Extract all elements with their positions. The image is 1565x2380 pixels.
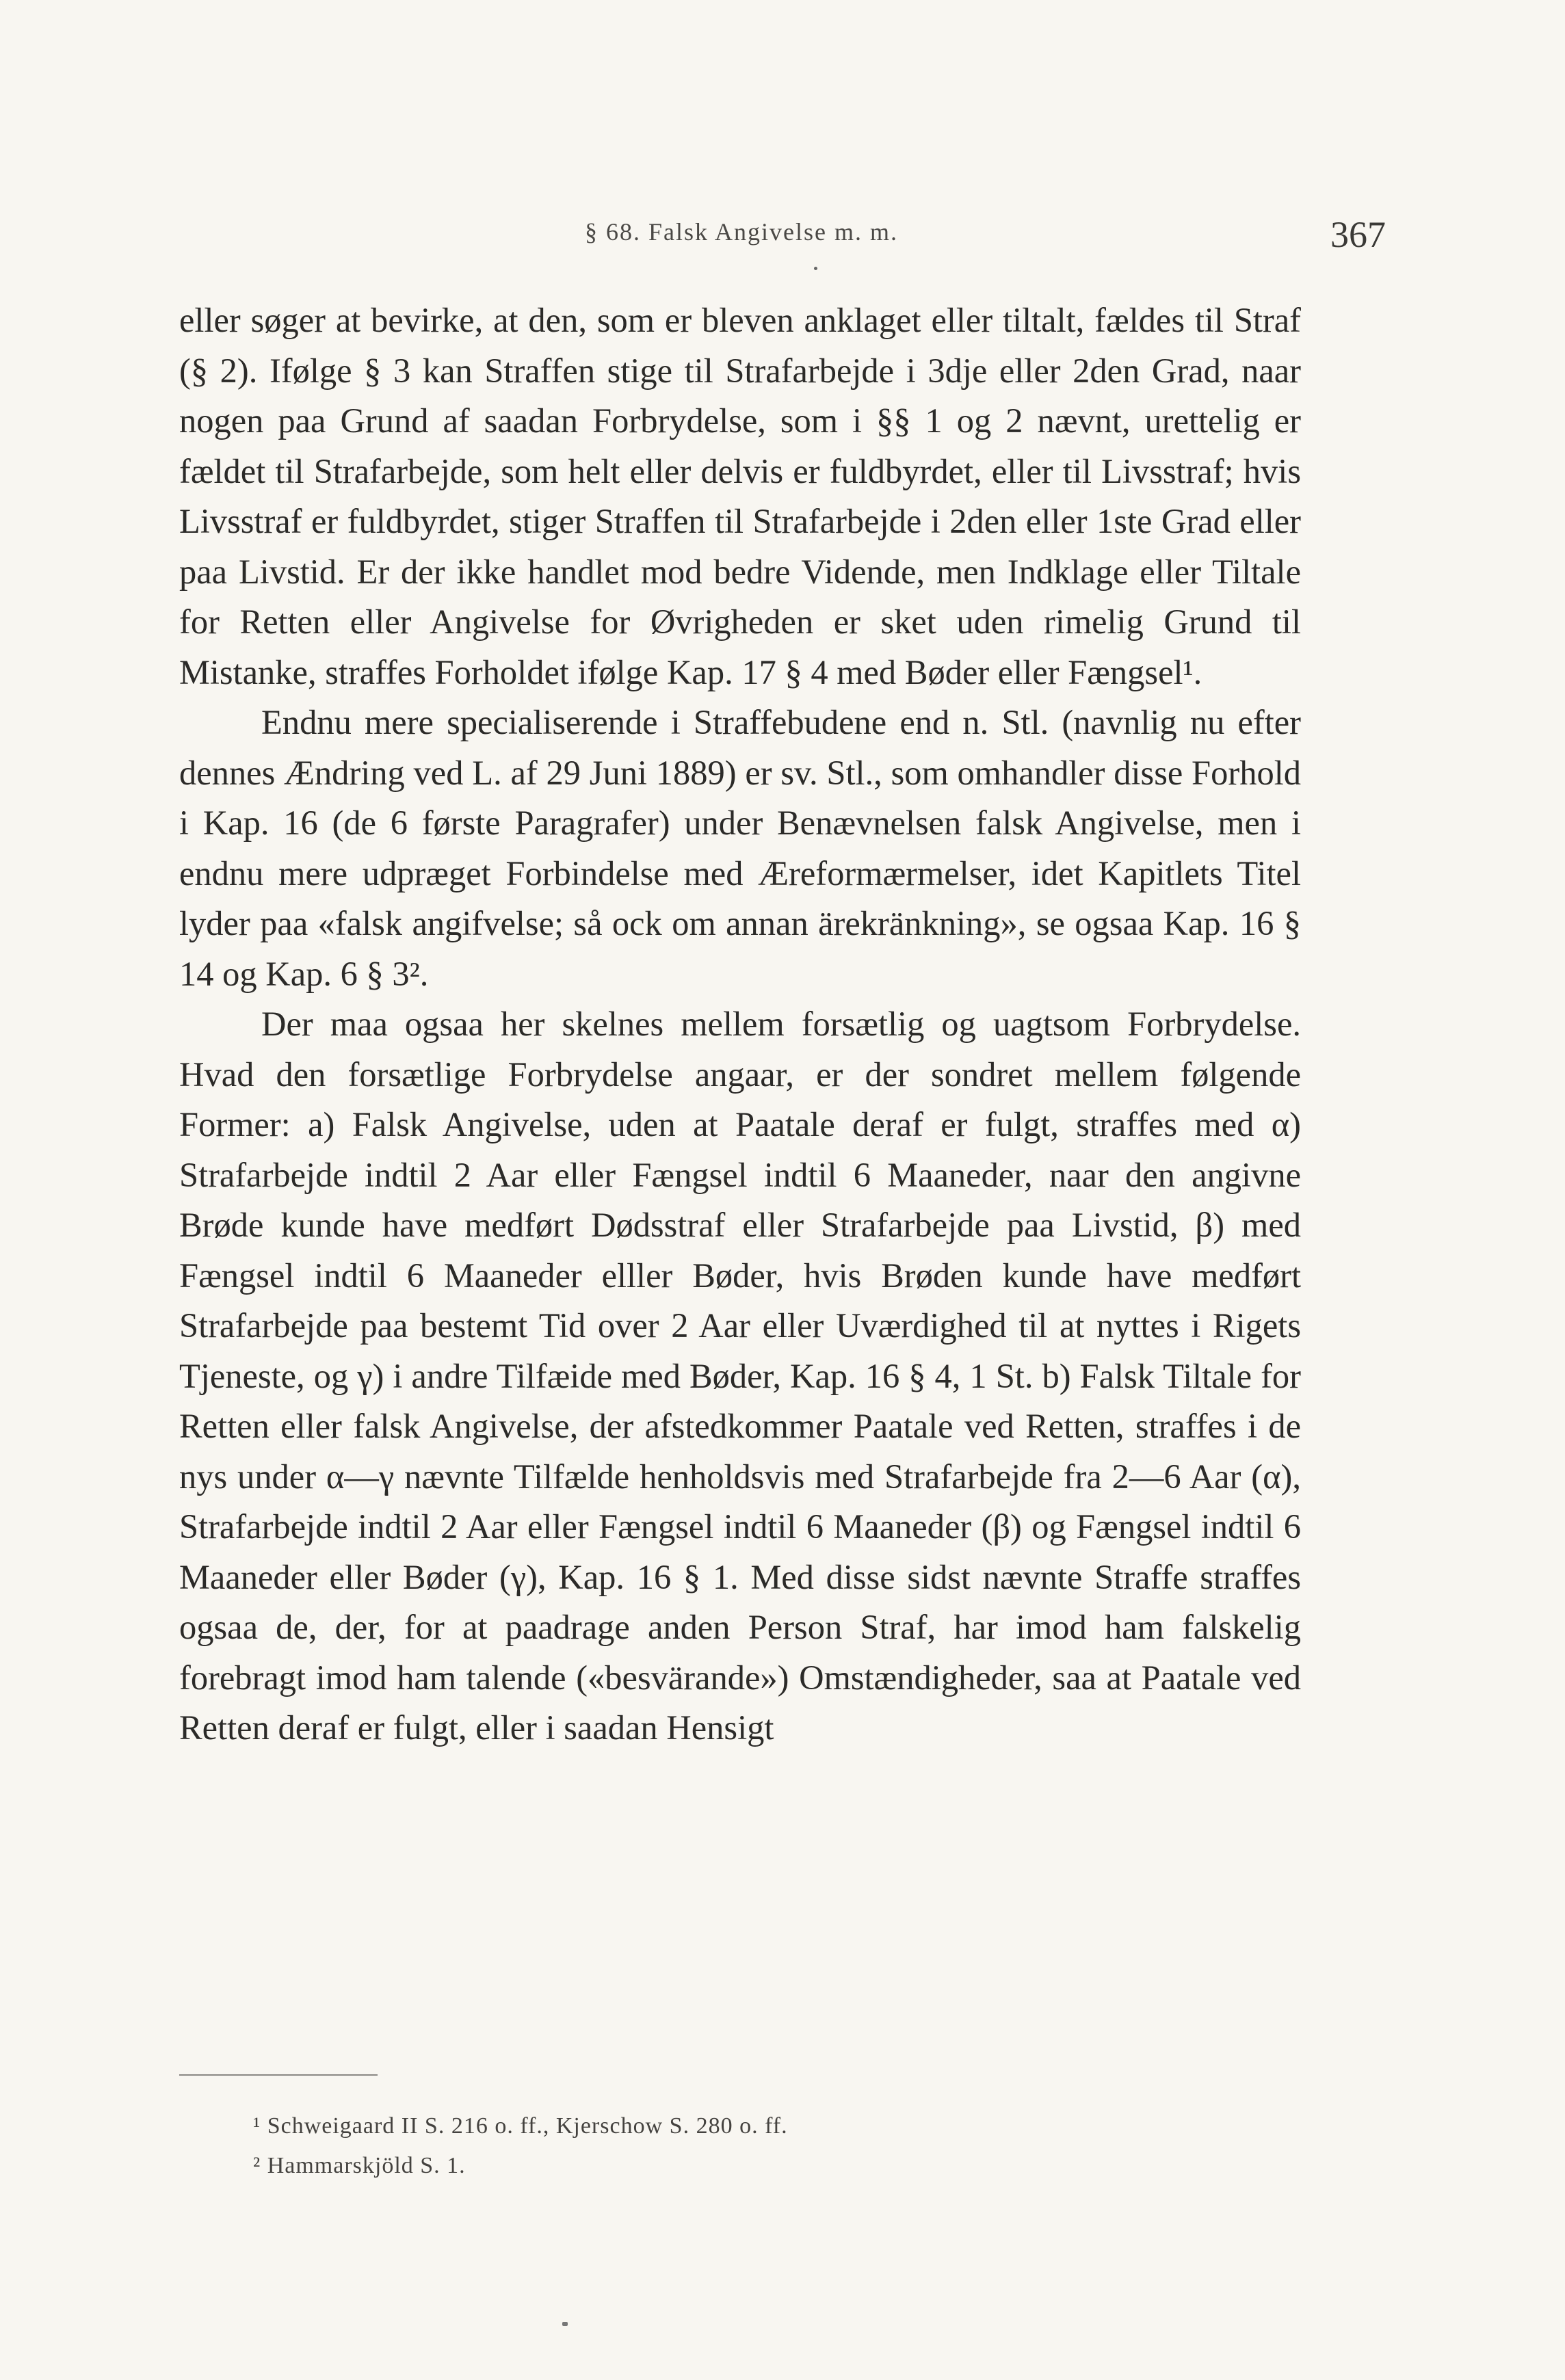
footnotes bbox=[253, 2106, 1142, 2186]
running-head: § 68. Falsk Angivelse m. m. bbox=[585, 218, 898, 246]
footnote-1: ¹ Schweigaard II S. 216 o. ff., Kjerschow S. 280 o. ff. bbox=[253, 2113, 788, 2139]
paragraph-2: Endnu mere specialiserende i Straffebudene end n. Stl. (navnlig nu efter dennes Ændring ved L. af 29 Juni 1889) er sv. Stl., som omhandler disse Forhold i Kap. 16 (de 6 første Paragrafer) under Benævnelsen falsk Angivelse, men i endnu mere udpræget Forbindelse med Æreformærmelser, idet Kapitlets Titel lyder paa «falsk angifvelse; så ock om annan ärekränkning», se ogsaa Kap. 16 § 14 og Kap. 6 § 3². bbox=[179, 703, 1301, 993]
print-mark bbox=[562, 2322, 568, 2326]
paragraph-1: eller søger at bevirke, at den, som er bleven anklaget eller tiltalt, fældes til Straf (§ 2). Ifølge § 3 kan Straffen stige til Strafarbejde i 3dje eller 2den Grad, naar nogen paa Grund af saadan Forbrydelse, som i §§ 1 og 2 nævnt, urettelig er fældet til Strafarbejde, som helt eller delvis er fuldbyrdet, eller til Livsstraf; hvis Livsstraf er fuldbyrdet, stiger Straffen til Strafarbejde i 2den eller 1ste Grad eller paa Livstid. Er der ikke handlet mod bedre Vidende, men Indklage eller Tiltale for Retten eller Angivelse for Øvrigheden er sket uden rimelig Grund til Mistanke, straffes Forholdet ifølge Kap. 17 § 4 med Bøder eller Fængsel¹. bbox=[179, 301, 1301, 691]
page-header bbox=[179, 214, 1386, 259]
header-dot bbox=[814, 267, 817, 270]
footnote-divider bbox=[179, 2074, 378, 2076]
page-number: 367 bbox=[1330, 214, 1386, 255]
footnote-2: ² Hammarskjöld S. 1. bbox=[253, 2153, 466, 2178]
paragraph-3: Der maa ogsaa her skelnes mellem forsætlig og uagtsom Forbrydelse. Hvad den forsætlige Forbrydelse angaar, er der sondret mellem følgende Former: a) Falsk Angivelse, uden at Paatale deraf er fulgt, straffes med α) Strafarbejde indtil 2 Aar eller Fængsel indtil 6 Maaneder, naar den angivne Brøde kunde have medført Dødsstraf eller Strafarbejde paa Livstid, β) med Fængsel indtil 6 Maaneder elller Bøder, hvis Brøden kunde have medført Strafarbejde paa bestemt Tid over 2 Aar eller Uværdighed til at nyttes i Rigets Tjeneste, og γ) i andre Tilfæide med Bøder, Kap. 16 § 4, 1 St. b) Falsk Tiltale for Retten eller falsk Angivelse, der afstedkommer Paatale ved Retten, straffes i de nys under α—γ nævnte Tilfælde henholdsvis med Strafarbejde fra 2—6 Aar (α), Strafarbejde indtil 2 Aar eller Fængsel indtil 6 Maaneder (β) og Fængsel indtil 6 Maaneder eller Bøder (γ), Kap. 16 § 1. Med disse sidst nævnte Straffe straffes ogsaa de, der, for at paadrage anden Person Straf, har imod ham falskelig forebragt imod ham talende («besvärande») Omstændigheder, saa at Paatale ved Retten deraf er fulgt, eller i saadan Hensigt bbox=[179, 1005, 1301, 1747]
body-text bbox=[179, 295, 1301, 1754]
